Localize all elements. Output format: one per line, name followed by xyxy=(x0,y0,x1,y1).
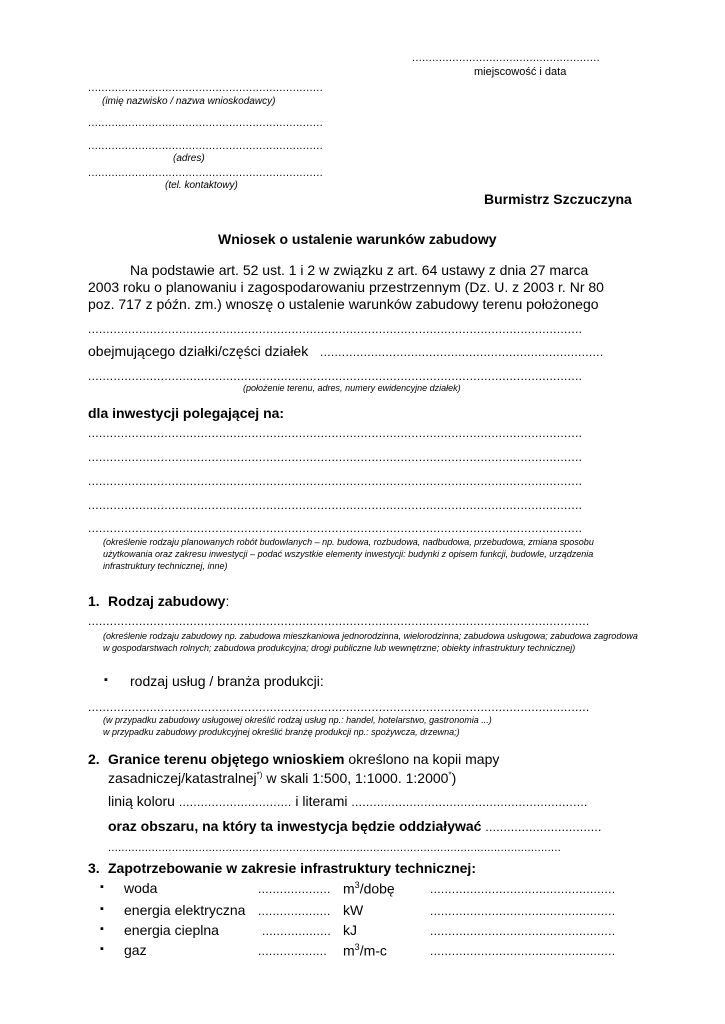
section-2-heading: Granice terenu objętego wnioskiem xyxy=(108,751,345,767)
impact-area-row xyxy=(108,818,602,834)
section-2-line-1 xyxy=(108,751,499,767)
impact-area-dots[interactable]: ................................ xyxy=(485,820,602,834)
map-scale-close: ) xyxy=(451,770,457,786)
infra-value-dots[interactable]: .................... xyxy=(258,904,331,918)
section-2-number: 2. xyxy=(88,751,100,767)
investment-heading: dla inwestycji polegającej na: xyxy=(88,405,285,421)
infra-unit xyxy=(343,942,387,959)
investment-dots-1[interactable]: ........................................................................................................................................ xyxy=(88,426,583,440)
section-1-number: 1. xyxy=(88,593,100,609)
investment-note: (określenie rodzaju planowanych robót budowlanych – np. budowa, rozbudowa, nadbudowa, przebudowa, zmiana sposobu użytkowania oraz zakresu inwestycji – podać wszystkie elementy inwestycji: budynki z opisem funkcji, budowle, urządzenia infrastruktury technicznej, inne) xyxy=(103,537,594,571)
section-3-heading: Zapotrzebowanie w zakresie infrastruktury technicznej: xyxy=(108,860,476,876)
infra-value-dots[interactable]: ................... xyxy=(258,944,328,958)
unit-rest: /m-c xyxy=(359,942,387,959)
infra-notes-dots[interactable]: ................................................... xyxy=(430,924,616,938)
map-type: zasadniczej/katastralnej xyxy=(108,770,257,786)
bullet-icon: ▪ xyxy=(104,674,108,686)
infra-notes-dots[interactable]: ................................................... xyxy=(430,882,616,896)
unit-exponent: 3 xyxy=(354,880,360,890)
infra-value-dots[interactable]: .................... xyxy=(258,882,331,896)
infra-name: woda xyxy=(124,880,158,896)
investment-dots-5[interactable]: ........................................................................................................................................ xyxy=(88,521,583,535)
footnote-mark-2: * xyxy=(448,770,452,780)
footnote-mark-1: *) xyxy=(256,770,263,780)
name-dots[interactable]: ...................................................................... xyxy=(88,82,323,94)
investment-dots-4[interactable]: ........................................................................................................................................ xyxy=(88,498,583,512)
location-dots-2[interactable]: ........................................................................................................................................ xyxy=(88,369,583,383)
investment-dots-3[interactable]: ........................................................................................................................................ xyxy=(88,474,583,488)
infra-notes-dots[interactable]: ................................................... xyxy=(430,944,616,958)
section-1-heading: Rodzaj zabudowy xyxy=(108,593,226,609)
service-dots[interactable]: .......................................................................................................................................... xyxy=(88,700,590,714)
section-2-heading-rest: określono na kopii mapy xyxy=(348,751,500,767)
intro-line-3: poz. 717 z późn. zm.) wnoszę o ustalenie warunków zabudowy terenu położonego xyxy=(88,296,599,312)
unit-base: kJ xyxy=(343,922,357,938)
bullet-icon: ▪ xyxy=(100,943,104,955)
place-date-label: miejscowość i data xyxy=(474,66,567,78)
letters-dots[interactable]: ................................................................. xyxy=(351,795,588,809)
infra-name: energia elektryczna xyxy=(124,902,246,918)
location-note: (położenie terenu, adres, numery ewidencyjne działek) xyxy=(243,383,461,393)
infra-unit xyxy=(343,902,363,918)
bullet-icon: ▪ xyxy=(100,881,104,893)
address-dots-1[interactable]: ...................................................................... xyxy=(88,117,323,129)
place-date-dots[interactable]: ........................................................ xyxy=(412,52,600,64)
address-dots-2[interactable]: ...................................................................... xyxy=(88,140,323,152)
section-1-colon: : xyxy=(225,593,230,609)
parcel-label: obejmującego działki/części działek xyxy=(88,343,309,359)
name-label: (imię nazwisko / nazwa wnioskodawcy) xyxy=(102,96,276,107)
document-title: Wniosek o ustalenie warunków zabudowy xyxy=(218,231,497,247)
bullet-icon: ▪ xyxy=(100,903,104,915)
intro-line-1: Na podstawie art. 52 ust. 1 i 2 w związku z art. 64 ustawy z dnia 27 marca xyxy=(130,262,589,278)
impact-area-dots-2[interactable]: ....................................................................................................................................... xyxy=(108,842,562,854)
unit-base: m xyxy=(343,880,355,897)
unit-base: kW xyxy=(343,902,364,918)
phone-dots[interactable]: ...................................................................... xyxy=(88,167,323,179)
unit-exponent: 3 xyxy=(354,942,360,952)
section-1-title xyxy=(108,593,229,609)
building-type-dots[interactable]: .......................................................................................................................................... xyxy=(88,614,590,628)
unit-rest: /dobę xyxy=(359,880,395,897)
unit-base: m xyxy=(343,942,355,959)
service-note-1: (w przypadku zabudowy usługowej określić rodzaj usług np.: handel, hotelarstwo, gastronomia ...) xyxy=(103,715,492,725)
bullet-icon: ▪ xyxy=(100,923,104,935)
infra-value-dots[interactable]: ................... xyxy=(262,924,332,938)
intro-line-2: 2003 roku o planowaniu i zagospodarowaniu przestrzennym (Dz. U. z 2003 r. Nr 80 xyxy=(88,279,604,295)
recipient: Burmistrz Szczuczyna xyxy=(484,191,632,207)
phone-label: (tel. kontaktowy) xyxy=(165,180,238,191)
map-scale: w skali 1:500, 1:1000. 1:2000 xyxy=(266,770,449,786)
section-2-line-2 xyxy=(108,770,456,786)
section-3-number: 3. xyxy=(88,860,100,876)
location-dots-1[interactable]: ........................................................................................................................................ xyxy=(88,322,583,336)
infra-unit xyxy=(343,880,395,897)
service-note-2: w przypadku zabudowy produkcyjnej określić branżę produkcji np.: spożywcza, drzewna;) xyxy=(103,727,460,737)
address-label: (adres) xyxy=(173,153,205,164)
building-type-note: (określenie rodzaju zabudowy np. zabudowa mieszkaniowa jednorodzinna, wielorodzinna; zabudowa usługowa; zabudowa zagrodowa w gospodarstwach rolnych; zabudowa produkcyjna; drogi publiczne lub wewnętrzne; obiekty infrastruktury technicznej) xyxy=(103,631,638,653)
color-row xyxy=(108,793,588,809)
color-dots[interactable]: ............................... xyxy=(178,795,292,809)
color-label: linią koloru xyxy=(108,793,175,809)
investment-dots-2[interactable]: ........................................................................................................................................ xyxy=(88,450,583,464)
infra-unit xyxy=(343,922,357,938)
service-label: rodzaj usług / branża produkcji: xyxy=(130,673,324,689)
parcel-dots[interactable]: .............................................................................. xyxy=(320,345,604,359)
infra-name: gaz xyxy=(124,942,147,958)
infra-name: energia cieplna xyxy=(124,922,219,938)
impact-area-label: oraz obszaru, na który ta inwestycja będzie oddziaływać xyxy=(108,818,482,834)
infra-notes-dots[interactable]: ................................................... xyxy=(430,904,616,918)
letters-label: i literami xyxy=(295,793,348,809)
